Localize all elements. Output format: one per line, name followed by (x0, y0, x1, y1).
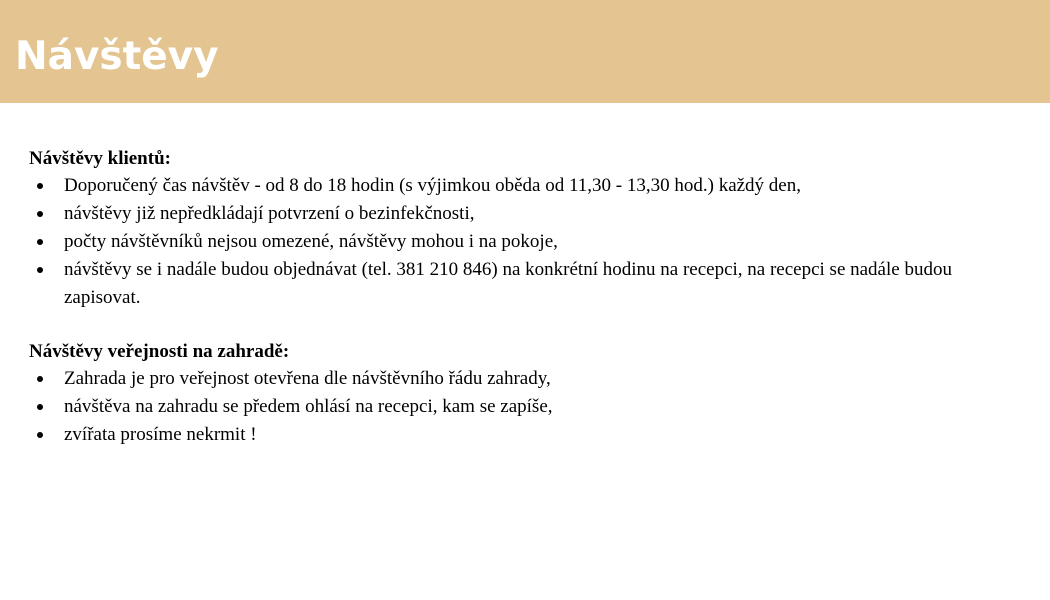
list-item (29, 256, 1019, 312)
bullet-icon (37, 267, 43, 273)
list-item (29, 200, 1019, 228)
bullet-icon (37, 432, 43, 438)
list-item-text: návštěvy se i nadále budou objednávat (tel. 381 210 846) na konkrétní hodinu na recepci, na recepci se nadále budou zapisovat. (64, 259, 952, 308)
list-item-text: Doporučený čas návštěv - od 8 do 18 hodin (s výjimkou oběda od 11,30 - 13,30 hod.) každý den, (64, 175, 801, 196)
list-item-text: počty návštěvníků nejsou omezené, návštěvy mohou i na pokoje, (64, 231, 558, 252)
list-item-text: zvířata prosíme nekrmit ! (64, 424, 257, 445)
bullet-list (29, 172, 1019, 312)
list-item (29, 421, 1019, 449)
page-title: Návštěvy (15, 34, 219, 79)
bullet-icon (37, 404, 43, 410)
section-client-visits (29, 146, 1019, 312)
list-item-text: návštěva na zahradu se předem ohlásí na recepci, kam se zapíše, (64, 396, 553, 417)
bullet-list (29, 365, 1019, 449)
bullet-icon (37, 239, 43, 245)
bullet-icon (37, 376, 43, 382)
title-banner (0, 0, 1050, 103)
list-item (29, 393, 1019, 421)
content-area (29, 146, 1019, 449)
bullet-icon (37, 211, 43, 217)
list-item (29, 172, 1019, 200)
section-heading: Návštěvy veřejnosti na zahradě: (29, 341, 290, 362)
list-item-text: návštěvy již nepředkládají potvrzení o bezinfekčnosti, (64, 203, 475, 224)
list-item (29, 228, 1019, 256)
list-item-text: Zahrada je pro veřejnost otevřena dle návštěvního řádu zahrady, (64, 368, 551, 389)
section-spacer (29, 312, 1019, 339)
list-item (29, 365, 1019, 393)
section-heading: Návštěvy klientů: (29, 148, 171, 169)
bullet-icon (37, 183, 43, 189)
section-public-garden-visits (29, 339, 1019, 449)
